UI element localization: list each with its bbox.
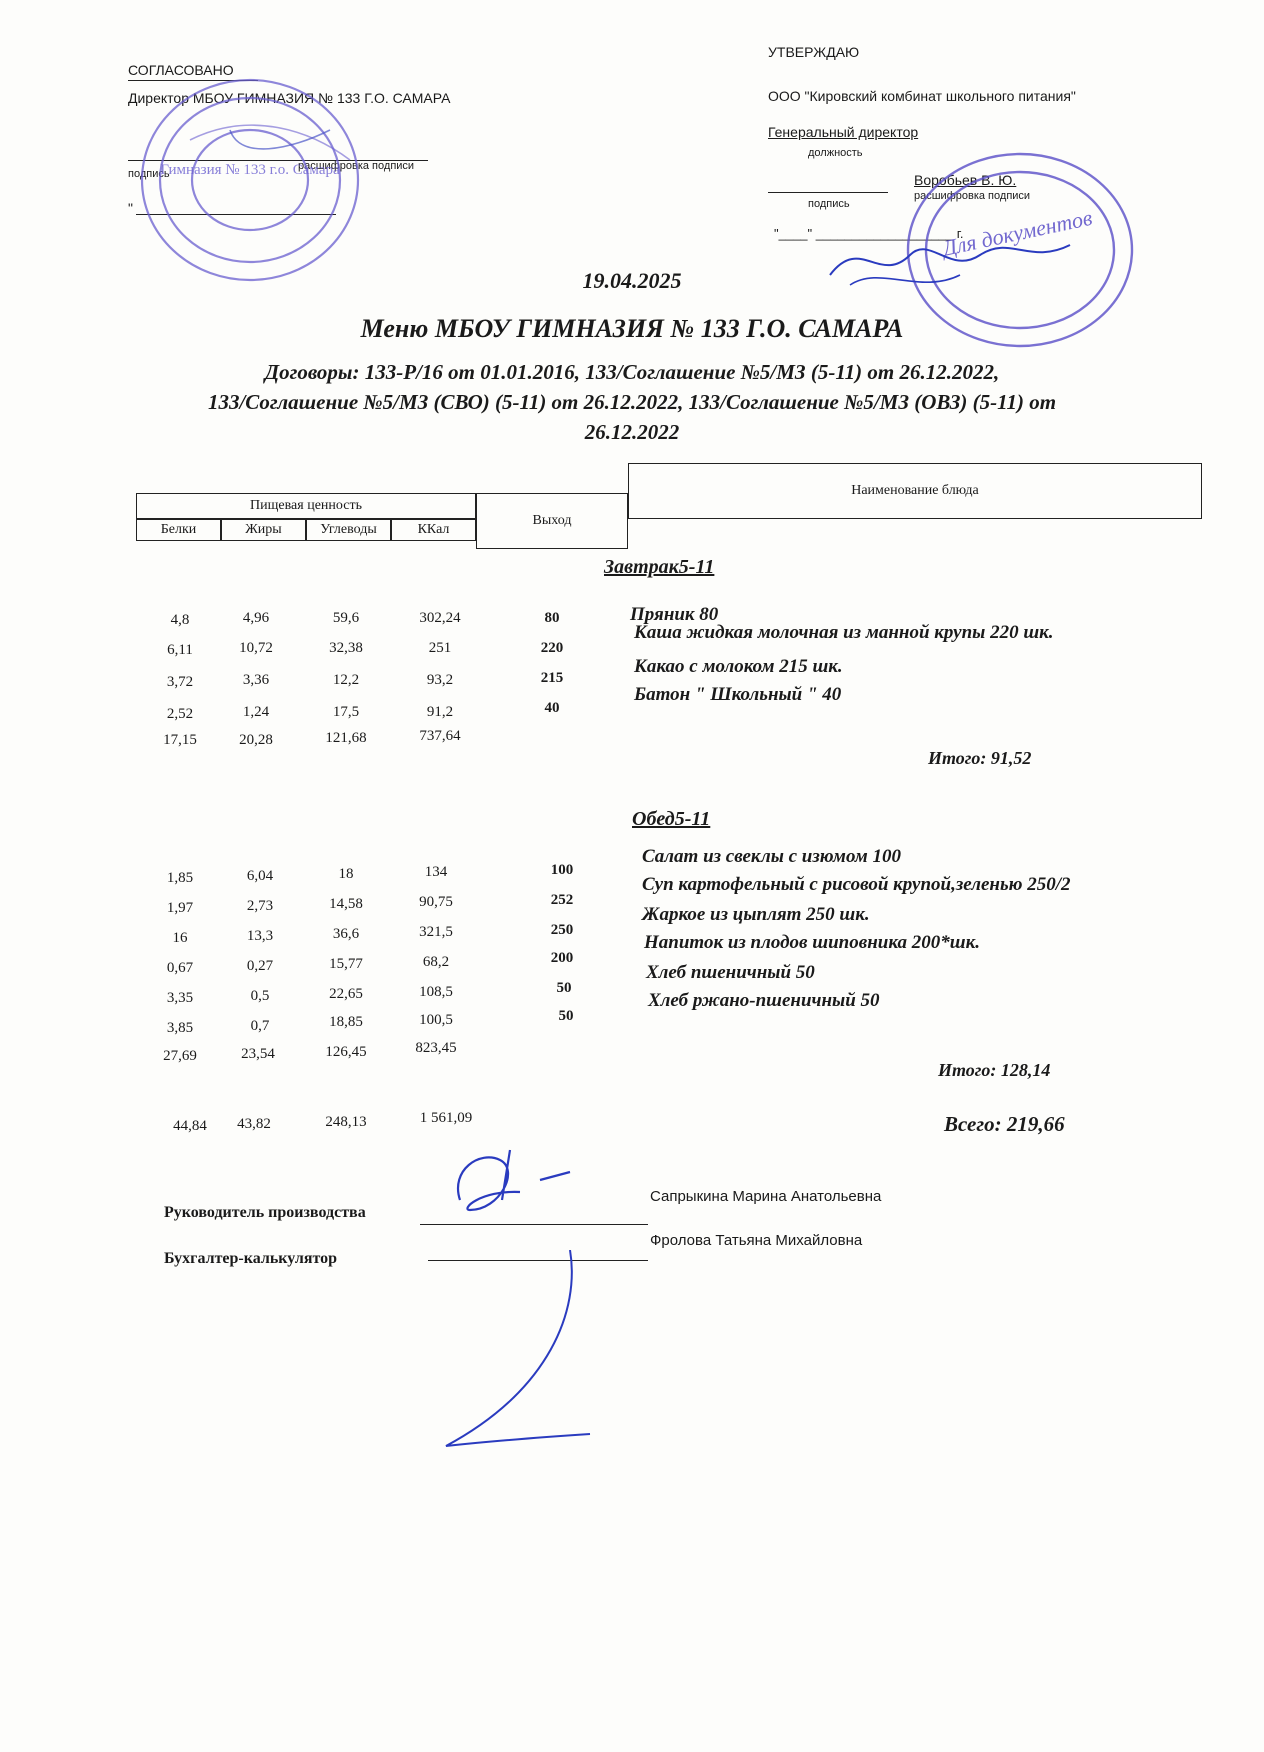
menu-title: Меню МБОУ ГИМНАЗИЯ № 133 Г.О. САМАРА	[360, 314, 904, 343]
lunch-carbs: 14,58	[329, 896, 363, 912]
approved-right-org: ООО "Кировский комбинат школьного питания"	[768, 88, 1076, 104]
breakfast-carbs: 12,2	[332, 672, 360, 688]
lunch-fat: 2,73	[246, 898, 274, 914]
lunch-output: 100	[550, 862, 574, 878]
breakfast-kcal: 251	[428, 640, 452, 656]
header-output: Выход	[476, 493, 628, 549]
lunch-protein: 1,97	[166, 900, 194, 916]
lunch-kcal: 321,5	[419, 924, 453, 940]
lunch-dish: Напиток из плодов шиповника 200*шк.	[644, 932, 980, 953]
breakfast-carbs: 32,38	[329, 640, 363, 656]
breakfast-dish: Батон " Школьный " 40	[634, 684, 842, 705]
lunch-sum-protein: 27,69	[163, 1048, 197, 1064]
lunch-output: 50	[558, 1008, 574, 1024]
lunch-output: 200	[550, 950, 574, 966]
stamp-right-text: Для документов	[940, 204, 1095, 261]
lunch-fat: 13,3	[246, 928, 274, 944]
lunch-protein: 1,85	[166, 870, 194, 886]
approved-right-position-label: должность	[808, 147, 863, 159]
grand-total: Всего: 219,66	[944, 1112, 1065, 1136]
breakfast-output: 215	[540, 670, 564, 686]
lunch-sum-kcal: 823,45	[415, 1040, 457, 1056]
head-name: Сапрыкина Марина Анатольевна	[650, 1188, 882, 1205]
lunch-output: 252	[550, 892, 574, 908]
lunch-carbs: 18,85	[329, 1014, 363, 1030]
lunch-protein: 0,67	[166, 960, 194, 976]
lunch-dish: Хлеб ржано-пшеничный 50	[648, 990, 880, 1011]
approved-right-sign-label: подпись	[808, 198, 850, 210]
header-nutrition: Пищевая ценность	[136, 493, 476, 519]
section-lunch-title: Обед5-11	[632, 808, 711, 830]
lunch-fat: 0,7	[250, 1018, 270, 1034]
approved-right-date-line: "____" ___________________ г.	[774, 226, 964, 241]
approved-left-decode-label: расшифровка подписи	[298, 160, 415, 172]
breakfast-output: 40	[544, 700, 560, 716]
stamp-left	[130, 70, 370, 290]
breakfast-carbs: 59,6	[332, 610, 360, 626]
lunch-protein: 3,35	[166, 990, 194, 1006]
lunch-carbs: 36,6	[332, 926, 360, 942]
lunch-dish: Салат из свеклы с изюмом 100	[642, 846, 901, 867]
head-label: Руководитель производства	[164, 1204, 366, 1221]
approved-left-heading: СОГЛАСОВАНО	[128, 62, 234, 78]
lunch-dish: Хлеб пшеничный 50	[646, 962, 815, 983]
approved-left-sign-label: подпись	[128, 168, 170, 180]
breakfast-carbs: 17,5	[332, 704, 360, 720]
approved-left-director: Директор МБОУ ГИМНАЗИЯ № 133 Г.О. САМАРА	[128, 90, 451, 106]
header-fat: Жиры	[221, 519, 306, 541]
signature-accountant	[440, 1250, 620, 1460]
header-protein: Белки	[136, 519, 221, 541]
contracts-line-2: 133/Соглашение №5/МЗ (СВО) (5-11) от 26.12.2022, 133/Соглашение №5/МЗ (ОВЗ) (5-11) от	[207, 390, 1057, 414]
menu-table-header	[136, 463, 1202, 549]
breakfast-kcal: 93,2	[426, 672, 454, 688]
breakfast-protein: 6,11	[167, 642, 193, 658]
breakfast-protein: 2,52	[166, 706, 194, 722]
breakfast-output: 80	[544, 610, 560, 626]
breakfast-sum-fat: 20,28	[239, 732, 273, 748]
breakfast-kcal: 302,24	[419, 610, 461, 626]
lunch-dish: Суп картофельный с рисовой крупой,зеленью 250/2	[642, 874, 1071, 895]
breakfast-dish: Какао с молоком 215 шк.	[634, 656, 843, 677]
grand-kcal: 1 561,09	[419, 1110, 473, 1126]
stamp-left-text: Гимназия № 133 г.о. Самара	[160, 162, 340, 178]
lunch-kcal: 90,75	[419, 894, 453, 910]
lunch-protein: 16	[172, 930, 188, 946]
lunch-kcal: 134	[424, 864, 448, 880]
lunch-fat: 6,04	[246, 868, 274, 884]
lunch-kcal: 100,5	[419, 1012, 453, 1028]
breakfast-output: 220	[540, 640, 564, 656]
breakfast-dish: Каша жидкая молочная из манной крупы 220 шк.	[634, 622, 1054, 643]
breakfast-dish: Пряник 80	[630, 604, 719, 625]
grand-protein: 44,84	[173, 1118, 207, 1134]
breakfast-sum-kcal: 737,64	[419, 728, 461, 744]
section-breakfast-title: Завтрак5-11	[604, 556, 715, 578]
approved-right-position: Генеральный директор	[768, 124, 919, 140]
lunch-dish: Жаркое из цыплят 250 шк.	[642, 904, 870, 925]
signature-head	[440, 1130, 600, 1230]
lunch-carbs: 22,65	[329, 986, 363, 1002]
breakfast-protein: 3,72	[166, 674, 194, 690]
approved-right-name: Воробьев В. Ю.	[914, 172, 1017, 188]
lunch-total: Итого: 128,14	[938, 1060, 1051, 1080]
lunch-sum-fat: 23,54	[241, 1046, 275, 1062]
lunch-carbs: 18	[338, 866, 354, 882]
header-carbs: Углеводы	[306, 519, 391, 541]
approved-right-decode-label: расшифровка подписи	[914, 190, 1031, 202]
accountant-name: Фролова Татьяна Михайловна	[650, 1232, 863, 1249]
lunch-sum-carbs: 126,45	[325, 1044, 367, 1060]
lunch-fat: 0,27	[246, 958, 274, 974]
grand-fat: 43,82	[237, 1116, 271, 1132]
lunch-kcal: 68,2	[422, 954, 450, 970]
grand-carbs: 248,13	[325, 1114, 367, 1130]
breakfast-fat: 4,96	[242, 610, 270, 626]
menu-date: 19.04.2025	[582, 268, 682, 293]
lunch-carbs: 15,77	[329, 956, 363, 972]
breakfast-sum-protein: 17,15	[163, 732, 197, 748]
approved-left-quote: "	[128, 200, 133, 216]
breakfast-total: Итого: 91,52	[928, 748, 1032, 768]
contracts-line-1: Договоры: 133-Р/16 от 01.01.2016, 133/Соглашение №5/МЗ (5-11) от 26.12.2022,	[264, 360, 1000, 384]
accountant-label: Бухгалтер-калькулятор	[164, 1250, 338, 1267]
header-dish-name: Наименование блюда	[628, 463, 1202, 519]
breakfast-fat: 10,72	[239, 640, 273, 656]
lunch-output: 50	[556, 980, 572, 996]
breakfast-fat: 3,36	[242, 672, 270, 688]
breakfast-sum-carbs: 121,68	[325, 730, 367, 746]
lunch-output: 250	[550, 922, 574, 938]
lunch-fat: 0,5	[250, 988, 270, 1004]
contracts-line-3: 26.12.2022	[584, 420, 680, 444]
breakfast-kcal: 91,2	[426, 704, 454, 720]
breakfast-protein: 4,8	[170, 612, 190, 628]
header-kcal: ККал	[391, 519, 476, 541]
lunch-protein: 3,85	[166, 1020, 194, 1036]
approved-right-heading: УТВЕРЖДАЮ	[768, 44, 860, 60]
lunch-kcal: 108,5	[419, 984, 453, 1000]
breakfast-fat: 1,24	[242, 704, 270, 720]
